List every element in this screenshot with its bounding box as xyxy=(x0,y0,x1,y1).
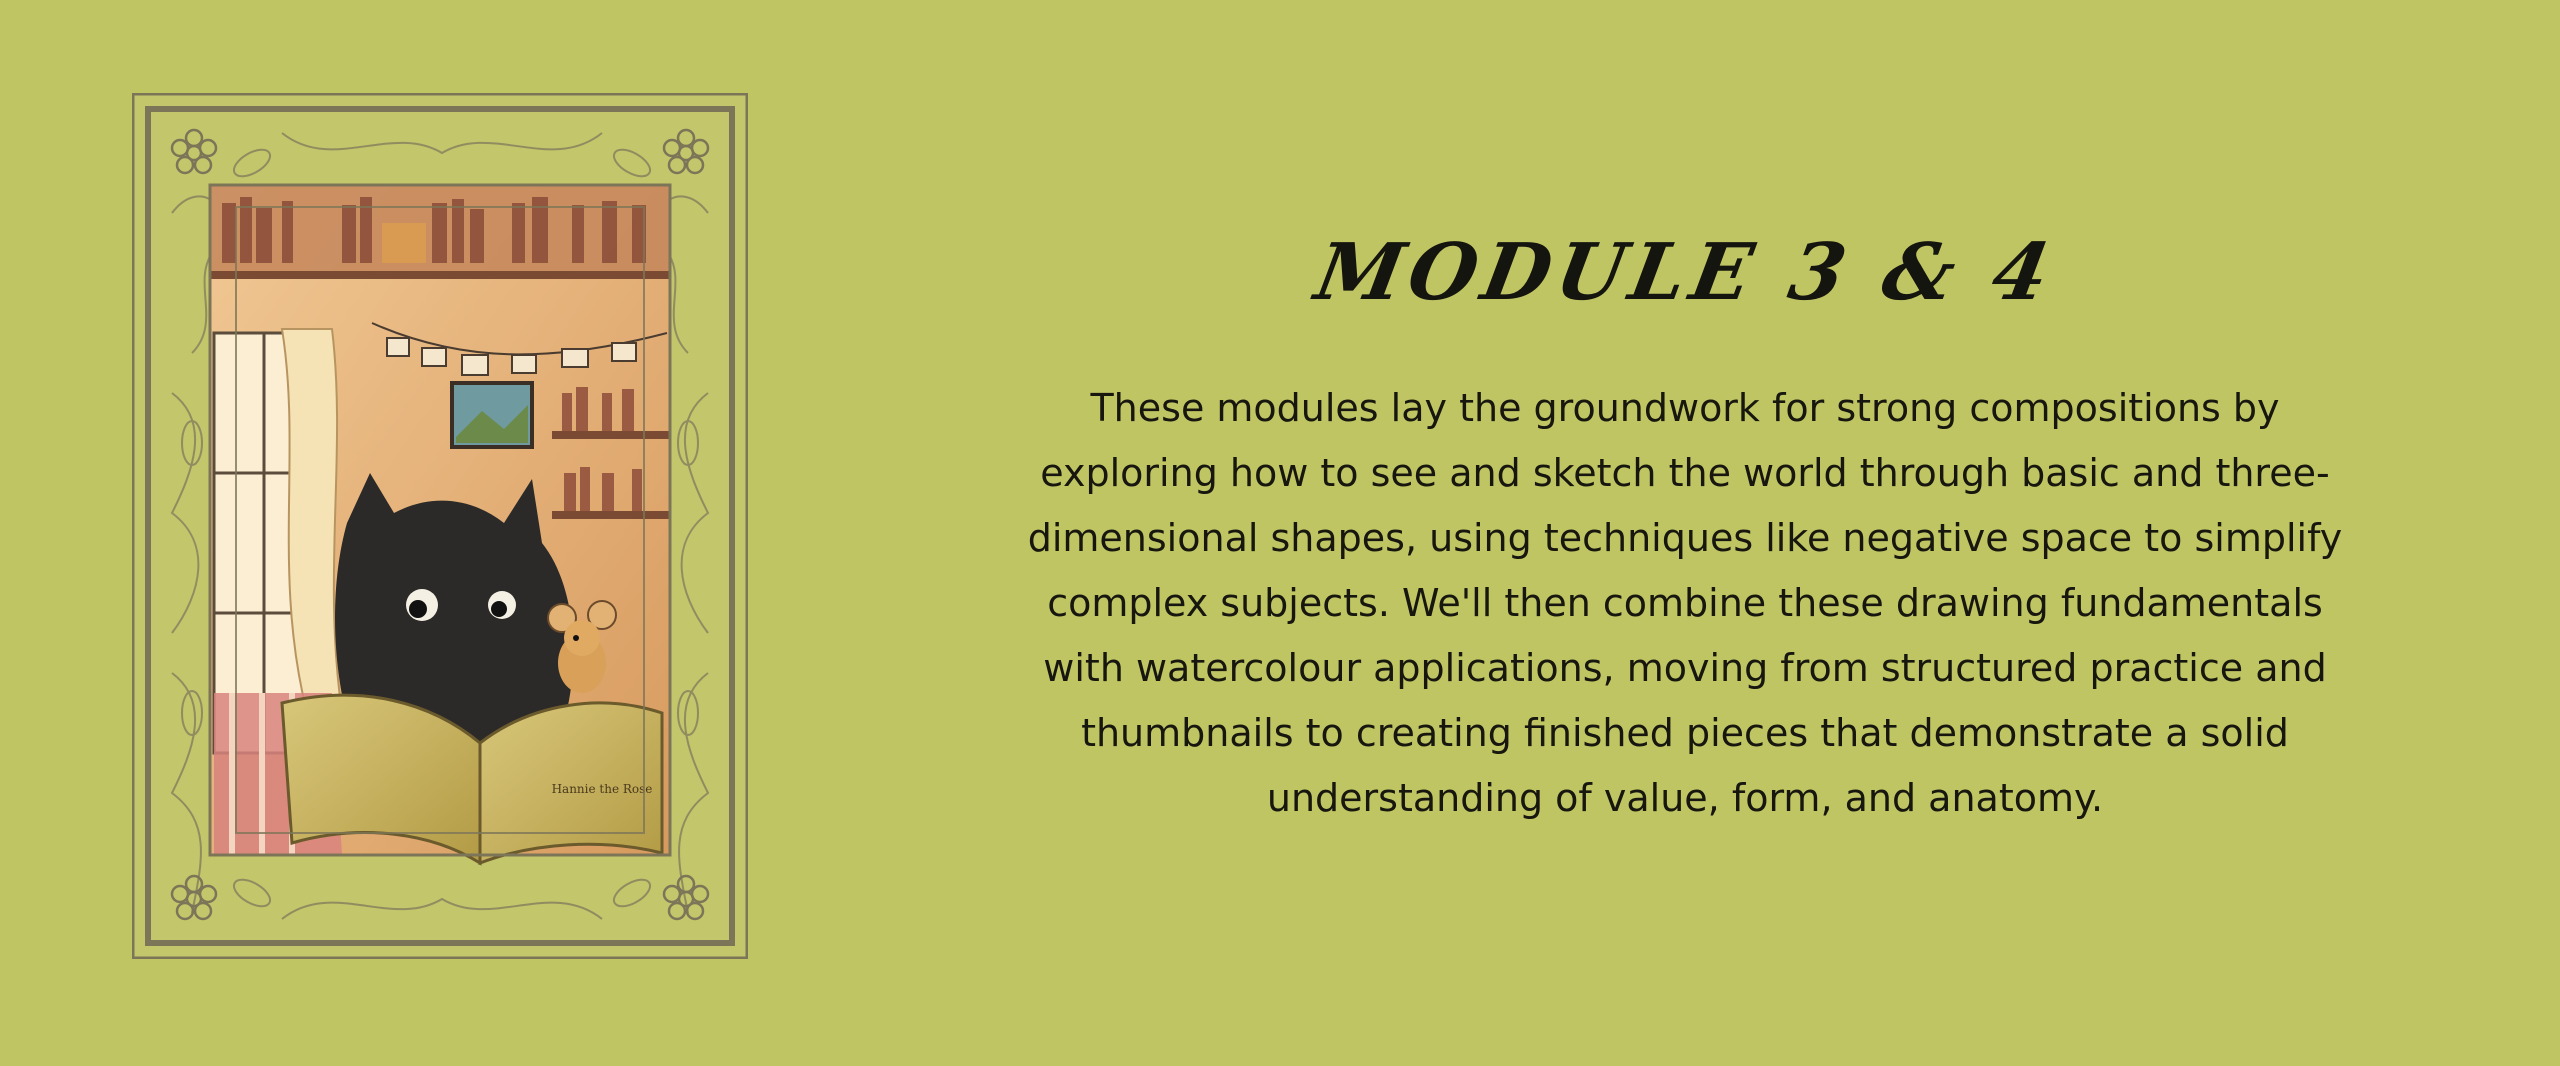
illustration-frame xyxy=(132,93,748,959)
module-description: These modules lay the groundwork for strong compositions by exploring how to see and sketch the world through basic and three-dimensional shapes, using techniques like negative space to simplify complex subjects. We'll then combine these drawing fundamentals with watercolour applications, moving from structured practice and thumbnails to creating finished pieces that demonstrate a solid understanding of value, form, and anatomy. xyxy=(1027,385,2343,820)
module-content xyxy=(990,227,2380,831)
cat-reading-illustration xyxy=(132,93,748,959)
module-title: MODULE 3 & 4 xyxy=(1308,227,2062,318)
book-cover-text: Hannie the Rose xyxy=(551,782,653,796)
room-scene xyxy=(210,185,670,863)
